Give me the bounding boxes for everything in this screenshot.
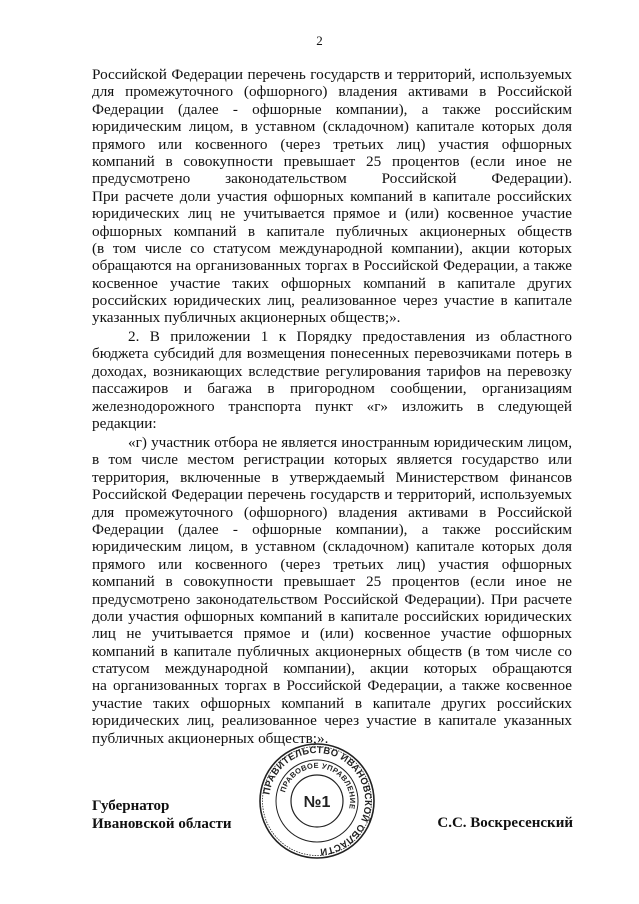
- text-line: Российской Федерации перечень государств и территорий, используемых: [92, 66, 572, 83]
- signatory-title-line1: Губернатор: [92, 798, 170, 814]
- text-line: Федерации (далее - офшорные компании), а также российским: [92, 520, 572, 538]
- signatory-title: [92, 797, 232, 833]
- signatory-title-line2: Ивановской области: [92, 816, 232, 832]
- seal-inner-label: ПРАВОВОЕ УПРАВЛЕНИЕ: [278, 760, 358, 811]
- text-line: 2. В приложении 1 к Порядку предоставления из областного: [128, 328, 572, 345]
- text-line: предусмотрено законодательством Российской Федерации). При расчете: [92, 590, 572, 608]
- paragraph-item-2: [92, 328, 572, 432]
- text-line: пассажиров и багажа в пригородном сообщении, организациям: [92, 380, 572, 398]
- text-line: бюджета субсидий для возмещения понесенных перевозчиками потерь в: [92, 345, 572, 363]
- text-line: При расчете доли участия офшорных компаний в капитале российских: [92, 187, 572, 205]
- text-line: косвенное участие таких офшорных компаний в капитале других: [92, 274, 572, 292]
- text-line: предусмотрено законодательством Российской Федерации).: [92, 170, 572, 188]
- text-line: доли участия офшорных компаний в капитале российских юридических: [92, 607, 572, 625]
- text-line: юридическим лицом, в уставном (складочном) капитале которых доля: [92, 538, 572, 556]
- text-line: Федерации (далее - офшорные компании), а также российским: [92, 100, 572, 118]
- text-line: территория, включенные в утверждаемый Министерством финансов: [92, 468, 572, 486]
- paragraph-new-wording-g: [92, 434, 572, 747]
- text-line: офшорных компаний в капитале публичных акционерных обществ: [92, 222, 572, 240]
- text-line: компаний в совокупности превышает 25 процентов (если иное не: [92, 573, 572, 591]
- text-line: компаний в капитале публичных акционерных обществ (в том числе со: [92, 642, 572, 660]
- text-line: для промежуточного (офшорного) владения активами в Российской: [92, 503, 572, 521]
- text-line: в том числе местом регистрации которых является государство или: [92, 451, 572, 469]
- text-line: прямого или косвенного (через третьих лиц) участия офшорных: [92, 135, 572, 153]
- text-line: редакции:: [92, 414, 157, 432]
- text-line: участие таких офшорных компаний в капитале других российских: [92, 694, 572, 712]
- text-line: Российской Федерации перечень государств и территорий, используемых: [92, 486, 572, 504]
- text-line: (в том числе со статусом международной компании), акции которых: [92, 239, 572, 257]
- seal-number: №1: [303, 794, 331, 811]
- text-line: для промежуточного (офшорного) владения активами в Российской: [92, 83, 572, 101]
- signatory-name: С.С. Воскресенский: [437, 815, 573, 831]
- text-line: юридических лиц не учитывается прямое и (или) косвенное участие: [92, 205, 572, 223]
- text-line: указанных публичных акционерных обществ;».: [92, 309, 401, 327]
- text-line: прямого или косвенного (через третьих лиц) участия офшорных: [92, 555, 572, 573]
- text-line: статусом международной компании), акции которых обращаются: [92, 660, 572, 678]
- paragraph-offshore-definition: [92, 66, 572, 327]
- page-number: 2: [316, 33, 323, 48]
- text-line: «г) участник отбора не является иностранным юридическим лицом,: [128, 434, 572, 451]
- text-line: на организованных торгах в Российской Федерации, а также косвенное: [92, 677, 572, 695]
- text-line: доходах, возникающих вследствие регулирования тарифов на перевозку: [92, 362, 572, 380]
- text-line: юридическим лицом, в уставном (складочном) капитале которых доля: [92, 118, 572, 136]
- text-line: железнодорожного транспорта пункт «г» изложить в следующей: [92, 397, 572, 415]
- text-line: компаний в совокупности превышает 25 процентов (если иное не: [92, 152, 572, 170]
- text-line: обращаются на организованных торгах в Российской Федерации, а также: [92, 257, 572, 275]
- seal-outer-label: ПРАВИТЕЛЬСТВО ИВАНОВСКОЙ ОБЛАСТИ: [261, 744, 374, 858]
- official-seal: [258, 742, 376, 860]
- text-line: публичных акционерных обществ;».: [92, 729, 329, 747]
- text-line: лиц не учитывается прямое и (или) косвенное участие офшорных: [92, 625, 572, 643]
- text-line: российских юридических лиц, реализованное через участие в капитале: [92, 292, 572, 310]
- text-line: юридических лиц, реализованное через участие в капитале указанных: [92, 712, 572, 730]
